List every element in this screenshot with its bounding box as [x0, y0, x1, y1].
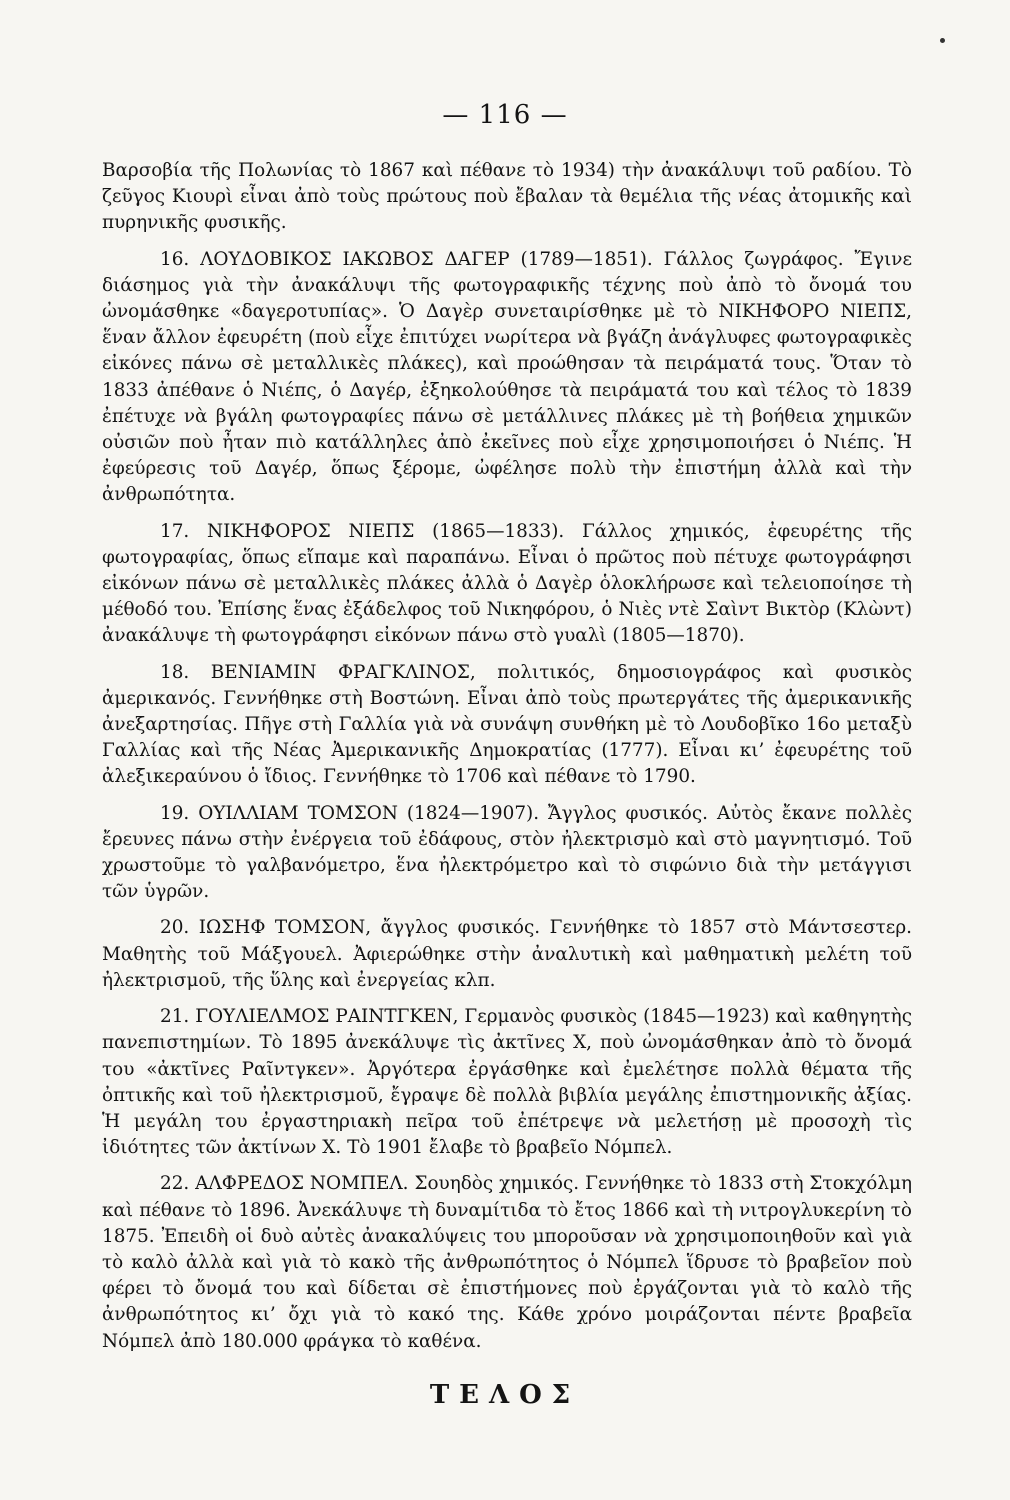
page-body: [102, 158, 912, 1355]
entry-daguerre: 16. ΛΟΥΔΟΒΙΚΟΣ ΙΑΚΩΒΟΣ ΔΑΓΕΡ (1789—1851). Γάλλος ζωγράφος. Ἔγινε διάσημος γιὰ τὴν ἀνακάλυψι τῆς φωτογραφικῆς τέχνης ποὺ ἀπὸ τὸ ὄνομά του ὠνομάσθηκε «δαγεροτυπίας». Ὁ Δαγὲρ συνεταιρίσθηκε μὲ τὸ ΝΙΚΗΦΟΡΟ ΝΙΕΠΣ, ἕναν ἄλλον ἐφευρέτη (ποὺ εἶχε ἐπιτύχει νωρίτερα νὰ βγάζη ἀνάγλυφες φωτογραφικὲς εἰκόνες πάνω σὲ μεταλλικὲς πλάκες), καὶ προώθησαν τὰ πειράματά τους. Ὅταν τὸ 1833 ἀπέθανε ὁ Νιέπς, ὁ Δαγέρ, ἐξηκολούθησε τὰ πειράματά του καὶ τέλος τὸ 1839 ἐπέτυχε νὰ βγάλη φωτογραφίες πάνω σὲ μετάλλινες πλάκες μὲ τὴ βοήθεια χημικῶν οὐσιῶν ποὺ ἦταν πιὸ κατάλληλες ἀπὸ ἐκεῖνες ποὺ εἶχε χρησιμοποιήσει ὁ Νιέπς. Ἡ ἐφεύρεσις τοῦ Δαγέρ, ὅπως ξέρομε, ὠφέλησε πολὺ τὴν ἐπιστήμη ἀλλὰ καὶ τὴν ἀνθρωπότητα.: [102, 248, 912, 506]
print-speck: [940, 38, 945, 43]
paragraph-curie-continuation: Βαρσοβία τῆς Πολωνίας τὸ 1867 καὶ πέθανε τὸ 1934) τὴν ἀνακάλυψι τοῦ ραδίου. Τὸ ζεῦγος Κιουρὶ εἶναι ἀπὸ τοὺς πρώτους ποὺ ἔβαλαν τὰ θεμέλια τῆς νέας ἀτομικῆς καὶ πυρηνικῆς φυσικῆς.: [102, 160, 912, 234]
entry-joseph-thomson: 20. ΙΩΣΗΦ ΤΟΜΣΟΝ, ἄγγλος φυσικός. Γεννήθηκε τὸ 1857 στὸ Μάντσεστερ. Μαθητὴς τοῦ Μάξγουελ. Ἀφιερώθηκε στὴν ἀναλυτικὴ καὶ μαθηματικὴ μελέτη τοῦ ἠλεκτρισμοῦ, τῆς ὕλης καὶ ἐνεργείας κλπ.: [102, 917, 912, 991]
entry-roentgen: 21. ΓΟΥΛΙΕΛΜΟΣ ΡΑΙΝΤΓΚΕΝ, Γερμανὸς φυσικὸς (1845—1923) καὶ καθηγητὴς πανεπιστημίων. Τὸ 1895 ἀνεκάλυψε τὶς ἀκτῖνες Χ, ποὺ ὠνομάσθηκαν ἀπὸ τὸ ὄνομά του «ἀκτῖνες Ραῖντγκεν». Ἀργότερα ἐργάσθηκε καὶ ἐμελέτησε πολλὰ θέματα τῆς ὀπτικῆς καὶ τοῦ ἠλεκτρισμοῦ, ἔγραψε δὲ πολλὰ βιβλία μεγάλης ἐπιστημονικῆς ἀξίας. Ἡ μεγάλη του ἐργαστηριακὴ πεῖρα τοῦ ἐπέτρεψε νὰ μελετήσῃ μὲ προσοχὴ τὶς ἰδιότητες τῶν ἀκτίνων Χ. Τὸ 1901 ἔλαβε τὸ βραβεῖο Νόμπελ.: [102, 1006, 912, 1159]
entry-franklin: 18. ΒΕΝΙΑΜΙΝ ΦΡΑΓΚΛΙΝΟΣ, πολιτικός, δημοσιογράφος καὶ φυσικὸς ἀμερικανός. Γεννήθηκε στὴ Βοστώνη. Εἶναι ἀπὸ τοὺς πρωτεργάτες τῆς ἀμερικανικῆς ἀνεξαρτησίας. Πῆγε στὴ Γαλλία γιὰ νὰ συνάψη συνθήκη μὲ τὸ Λουδοβῖκο 16ο μεταξὺ Γαλλίας καὶ τῆς Νέας Ἀμερικανικῆς Δημοκρατίας (1777). Εἶναι κι’ ἐφευρέτης τοῦ ἀλεξικεραύνου ὁ ἴδιος. Γεννήθηκε τὸ 1706 καὶ πέθανε τὸ 1790.: [102, 661, 912, 788]
entry-william-thomson: 19. ΟΥΙΛΛΙΑΜ ΤΟΜΣΟΝ (1824—1907). Ἄγγλος φυσικός. Αὐτὸς ἔκανε πολλὲς ἔρευνες πάνω στὴν ἐνέργεια τοῦ ἐδάφους, στὸν ἠλεκτρισμὸ καὶ στὸ μαγνητισμό. Τοῦ χρωστοῦμε τὸ γαλβανόμετρο, ἕνα ἠλεκτρόμετρο καὶ τὸ σιφώνιο διὰ τὴν μετάγγισι τῶν ὑγρῶν.: [102, 802, 912, 903]
entry-nobel: 22. ΑΛΦΡΕΔΟΣ ΝΟΜΠΕΛ. Σουηδὸς χημικός. Γεννήθηκε τὸ 1833 στὴ Στοκχόλμη καὶ πέθανε τὸ 1896. Ἀνεκάλυψε τὴ δυναμίτιδα τὸ ἔτος 1866 καὶ τὴ νιτρογλυκερίνη τὸ 1875. Ἐπειδὴ οἱ δυὸ αὐτὲς ἀνακαλύψεις του μποροῦσαν νὰ χρησιμοποιηθοῦν καὶ γιὰ τὸ καλὸ ἀλλὰ καὶ γιὰ τὸ κακὸ τῆς ἀνθρωπότητος ὁ Νόμπελ ἵδρυσε τὸ βραβεῖον ποὺ φέρει τὸ ὄνομά του καὶ δίδεται σὲ ἐπιστήμονες ποὺ ἐργάζονται γιὰ τὸ καλὸ τῆς ἀνθρωπότητος κι’ ὄχι γιὰ τὸ κακό της. Κάθε χρόνο μοιράζονται πέντε βραβεῖα Νόμπελ ἀπὸ 180.000 φράγκα τὸ καθένα.: [102, 1173, 912, 1352]
page-number: — 116 —: [442, 100, 568, 130]
end-mark: ΤΕΛΟΣ: [429, 1380, 581, 1410]
entry-niepce: 17. ΝΙΚΗΦΟΡΟΣ ΝΙΕΠΣ (1865—1833). Γάλλος χημικός, ἐφευρέτης τῆς φωτογραφίας, ὅπως εἴπαμε καὶ παραπάνω. Εἶναι ὁ πρῶτος ποὺ πέτυχε φωτογράφησι εἰκόνων πάνω σὲ μεταλλικὲς πλάκες ἀλλὰ ὁ Δαγὲρ ὁλοκλήρωσε καὶ τελειοποίησε τὴ μέθοδό του. Ἐπίσης ἕνας ἐξάδελφος τοῦ Νικηφόρου, ὁ Νιὲς ντὲ Σαὶντ Βικτὸρ (Κλὼντ) ἀνακάλυψε τὴ φωτογράφησι εἰκόνων πάνω στὸ γυαλὶ (1805—1870).: [102, 520, 912, 647]
